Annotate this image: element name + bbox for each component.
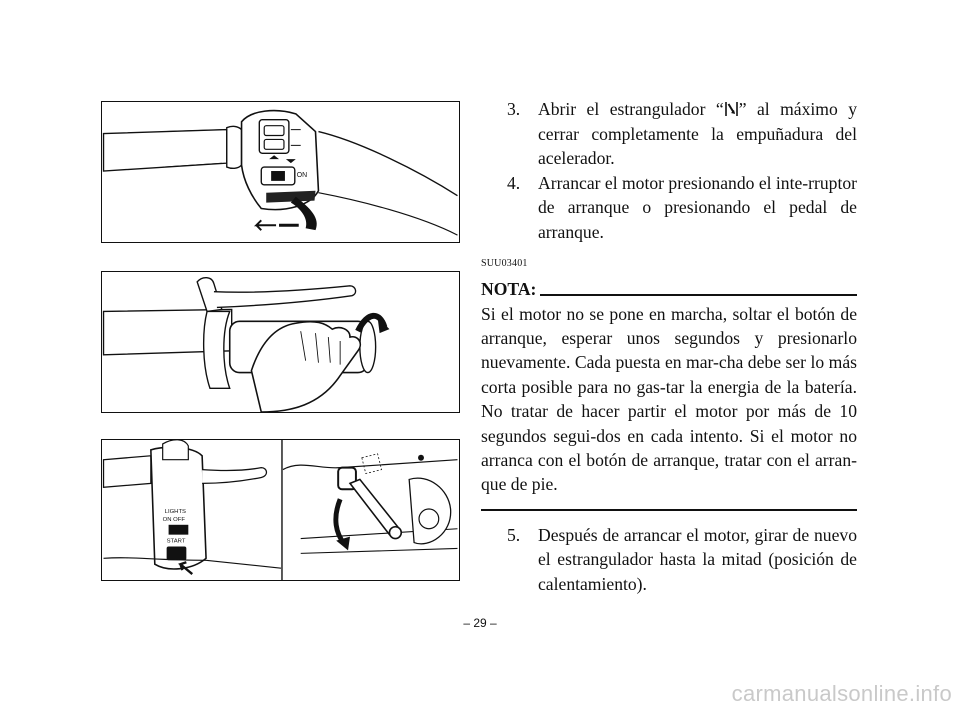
choke-lever-illustration [102, 102, 459, 242]
note-label: NOTA: [481, 278, 537, 299]
start-button-illustration [102, 440, 459, 580]
step-4-text: Arrancar el motor presionando el inte-rruptor de arranque o presionando el pedal de arranque. [538, 172, 858, 242]
fig3-lights-label: LIGHTS [164, 508, 186, 515]
watermark: carmanualsonline.info [731, 681, 952, 706]
step-number: 5. [507, 524, 521, 545]
fig3-onoff-label: ON OFF [162, 516, 185, 523]
figure-start-button-kickstarter [101, 439, 460, 581]
note-heading [481, 279, 857, 300]
step-5-text: Después de arrancar el motor, girar de nuevo el estrangulador hasta la mitad (posición de calentamiento). [538, 524, 857, 594]
step-number: 4. [507, 172, 521, 193]
page-number: – 29 – [463, 616, 497, 630]
step-5 [481, 523, 857, 597]
section-code: SUU03401 [481, 257, 528, 269]
note-body: Si el motor no se pone en marcha, soltar el botón de arranque, esperar unos segundos y presionarlo nuevamente. Cada puesta en mar-cha debe ser lo más corta posible para no gas-tar la energia de la batería. No tratar de hacer partir el motor por más de 10 segundos segui-dos en cada intento. Si el motor no arranca con el botón de arranque, tratar con el arran-que de pie. [481, 303, 857, 495]
note-top-rule [540, 294, 857, 296]
figure-choke-lever [101, 101, 460, 243]
step-4 [481, 171, 857, 245]
note-bottom-rule [481, 509, 857, 511]
step-number: 3. [507, 99, 521, 119]
fig1-label: ON [296, 171, 308, 179]
text-column [481, 97, 857, 597]
step-3-text-after: ” al máximo y cerrar completamente la empuñadura del acelerador. [538, 99, 857, 169]
fig3-start-label: START [166, 538, 186, 545]
throttle-grip-illustration [102, 272, 459, 412]
figure-throttle-grip [101, 271, 460, 413]
step-3-text-before: Abrir el estrangulador “ [538, 99, 724, 119]
step-3 [481, 97, 857, 171]
choke-icon [724, 101, 739, 117]
